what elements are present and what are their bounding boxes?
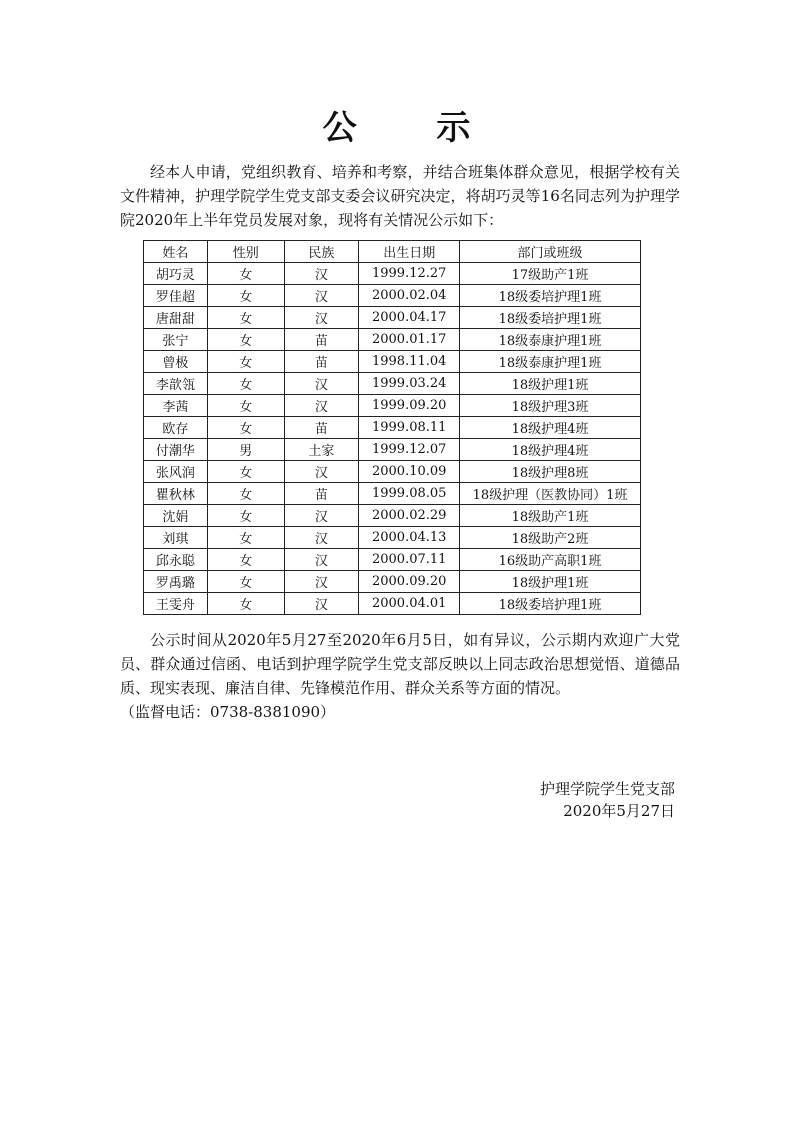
table-row [144,505,641,527]
signature-org: 护理学院学生党支部 [539,780,675,798]
cell-birthdate: 1999.09.20 [359,395,460,417]
cell-name: 王雯舟 [144,593,208,615]
table-row [144,373,641,395]
cell-department: 18级护理4班 [460,439,641,461]
cell-name: 李茜 [144,395,208,417]
cell-name: 曾极 [144,351,208,373]
cell-birthdate: 2000.07.11 [359,549,460,571]
cell-birthdate: 1999.08.11 [359,417,460,439]
cell-birthdate: 2000.04.01 [359,593,460,615]
cell-name: 张宁 [144,329,208,351]
supervision-phone: （监督电话：0738-8381090） [120,703,336,721]
cell-department: 18级泰康护理1班 [460,329,641,351]
cell-department: 18级委培护理1班 [460,307,641,329]
cell-ethnicity: 汉 [284,461,359,483]
cell-ethnicity: 汉 [284,593,359,615]
cell-sex: 女 [207,461,284,483]
cell-department: 18级护理8班 [460,461,641,483]
table-row [144,263,641,285]
cell-birthdate: 2000.02.29 [359,505,460,527]
table-row [144,417,641,439]
cell-department: 18级护理3班 [460,395,641,417]
signature-date: 2020年5月27日 [563,802,675,820]
page-title: 公 示 [322,108,505,148]
cell-sex: 女 [207,263,284,285]
cell-sex: 女 [207,549,284,571]
table-row [144,351,641,373]
cell-birthdate: 2000.10.09 [359,461,460,483]
cell-name: 邱永聪 [144,549,208,571]
cell-ethnicity: 土家 [284,439,359,461]
table-header-row [144,241,641,263]
cell-birthdate: 2000.02.04 [359,285,460,307]
cell-department: 16级助产高职1班 [460,549,641,571]
cell-department: 17级助产1班 [460,263,641,285]
table-row [144,549,641,571]
cell-ethnicity: 苗 [284,329,359,351]
intro-paragraph: 经本人申请，党组织教育、培养和考察，并结合班集体群众意见，根据学校有关文件精神，护理学院学生党支部支委会议研究决定，将胡巧灵等16名同志列为护理学院2020年上半年党员发展对象，现将有关情况公示如下： [120,163,680,229]
cell-sex: 女 [207,505,284,527]
cell-ethnicity: 汉 [284,571,359,593]
cell-birthdate: 2000.04.17 [359,307,460,329]
table-row [144,395,641,417]
cell-name: 罗佳超 [144,285,208,307]
cell-ethnicity: 汉 [284,285,359,307]
cell-ethnicity: 苗 [284,351,359,373]
cell-name: 李歆瓴 [144,373,208,395]
cell-sex: 女 [207,329,284,351]
table-row [144,329,641,351]
cell-sex: 女 [207,593,284,615]
cell-ethnicity: 汉 [284,263,359,285]
cell-sex: 女 [207,351,284,373]
cell-ethnicity: 汉 [284,373,359,395]
cell-sex: 女 [207,417,284,439]
notice-paragraph: 公示时间从2020年5月27至2020年6月5日，如有异议，公示期内欢迎广大党员、群众通过信函、电话到护理学院学生党支部反映以上同志政治思想觉悟、道德品质、现实表现、廉洁自律、先锋模范作用、群众关系等方面的情况。 [120,631,680,697]
header-name: 姓名 [144,241,208,263]
cell-birthdate: 2000.01.17 [359,329,460,351]
cell-sex: 女 [207,571,284,593]
cell-sex: 女 [207,395,284,417]
cell-name: 刘琪 [144,527,208,549]
cell-department: 18级委培护理1班 [460,285,641,307]
cell-name: 沈娟 [144,505,208,527]
cell-sex: 女 [207,285,284,307]
cell-sex: 女 [207,307,284,329]
cell-name: 瞿秋林 [144,483,208,505]
cell-name: 胡巧灵 [144,263,208,285]
cell-name: 唐甜甜 [144,307,208,329]
cell-sex: 女 [207,373,284,395]
cell-ethnicity: 汉 [284,307,359,329]
header-birthdate: 出生日期 [359,241,460,263]
cell-sex: 女 [207,483,284,505]
cell-birthdate: 1999.12.27 [359,263,460,285]
cell-birthdate: 2000.09.20 [359,571,460,593]
cell-ethnicity: 汉 [284,549,359,571]
cell-name: 张风润 [144,461,208,483]
cell-department: 18级护理（医教协同）1班 [460,483,641,505]
candidate-table [143,240,641,615]
cell-birthdate: 1999.08.05 [359,483,460,505]
cell-name: 欧存 [144,417,208,439]
table-row [144,439,641,461]
cell-department: 18级委培护理1班 [460,593,641,615]
table-row [144,571,641,593]
table-row [144,527,641,549]
table-row [144,461,641,483]
cell-sex: 男 [207,439,284,461]
table-row [144,483,641,505]
cell-department: 18级助产2班 [460,527,641,549]
cell-department: 18级护理4班 [460,417,641,439]
table-row [144,307,641,329]
table-row [144,593,641,615]
table-row [144,285,641,307]
cell-department: 18级护理1班 [460,373,641,395]
cell-ethnicity: 苗 [284,417,359,439]
cell-name: 付潮华 [144,439,208,461]
cell-sex: 女 [207,527,284,549]
cell-department: 18级助产1班 [460,505,641,527]
header-department: 部门或班级 [460,241,641,263]
table-body [144,263,641,615]
cell-ethnicity: 汉 [284,395,359,417]
cell-ethnicity: 苗 [284,483,359,505]
cell-department: 18级护理1班 [460,571,641,593]
cell-birthdate: 1999.03.24 [359,373,460,395]
cell-birthdate: 1998.11.04 [359,351,460,373]
cell-name: 罗禹璐 [144,571,208,593]
cell-ethnicity: 汉 [284,505,359,527]
cell-ethnicity: 汉 [284,527,359,549]
header-sex: 性别 [207,241,284,263]
cell-birthdate: 2000.04.13 [359,527,460,549]
cell-birthdate: 1999.12.07 [359,439,460,461]
header-ethnicity: 民族 [284,241,359,263]
cell-department: 18级泰康护理1班 [460,351,641,373]
